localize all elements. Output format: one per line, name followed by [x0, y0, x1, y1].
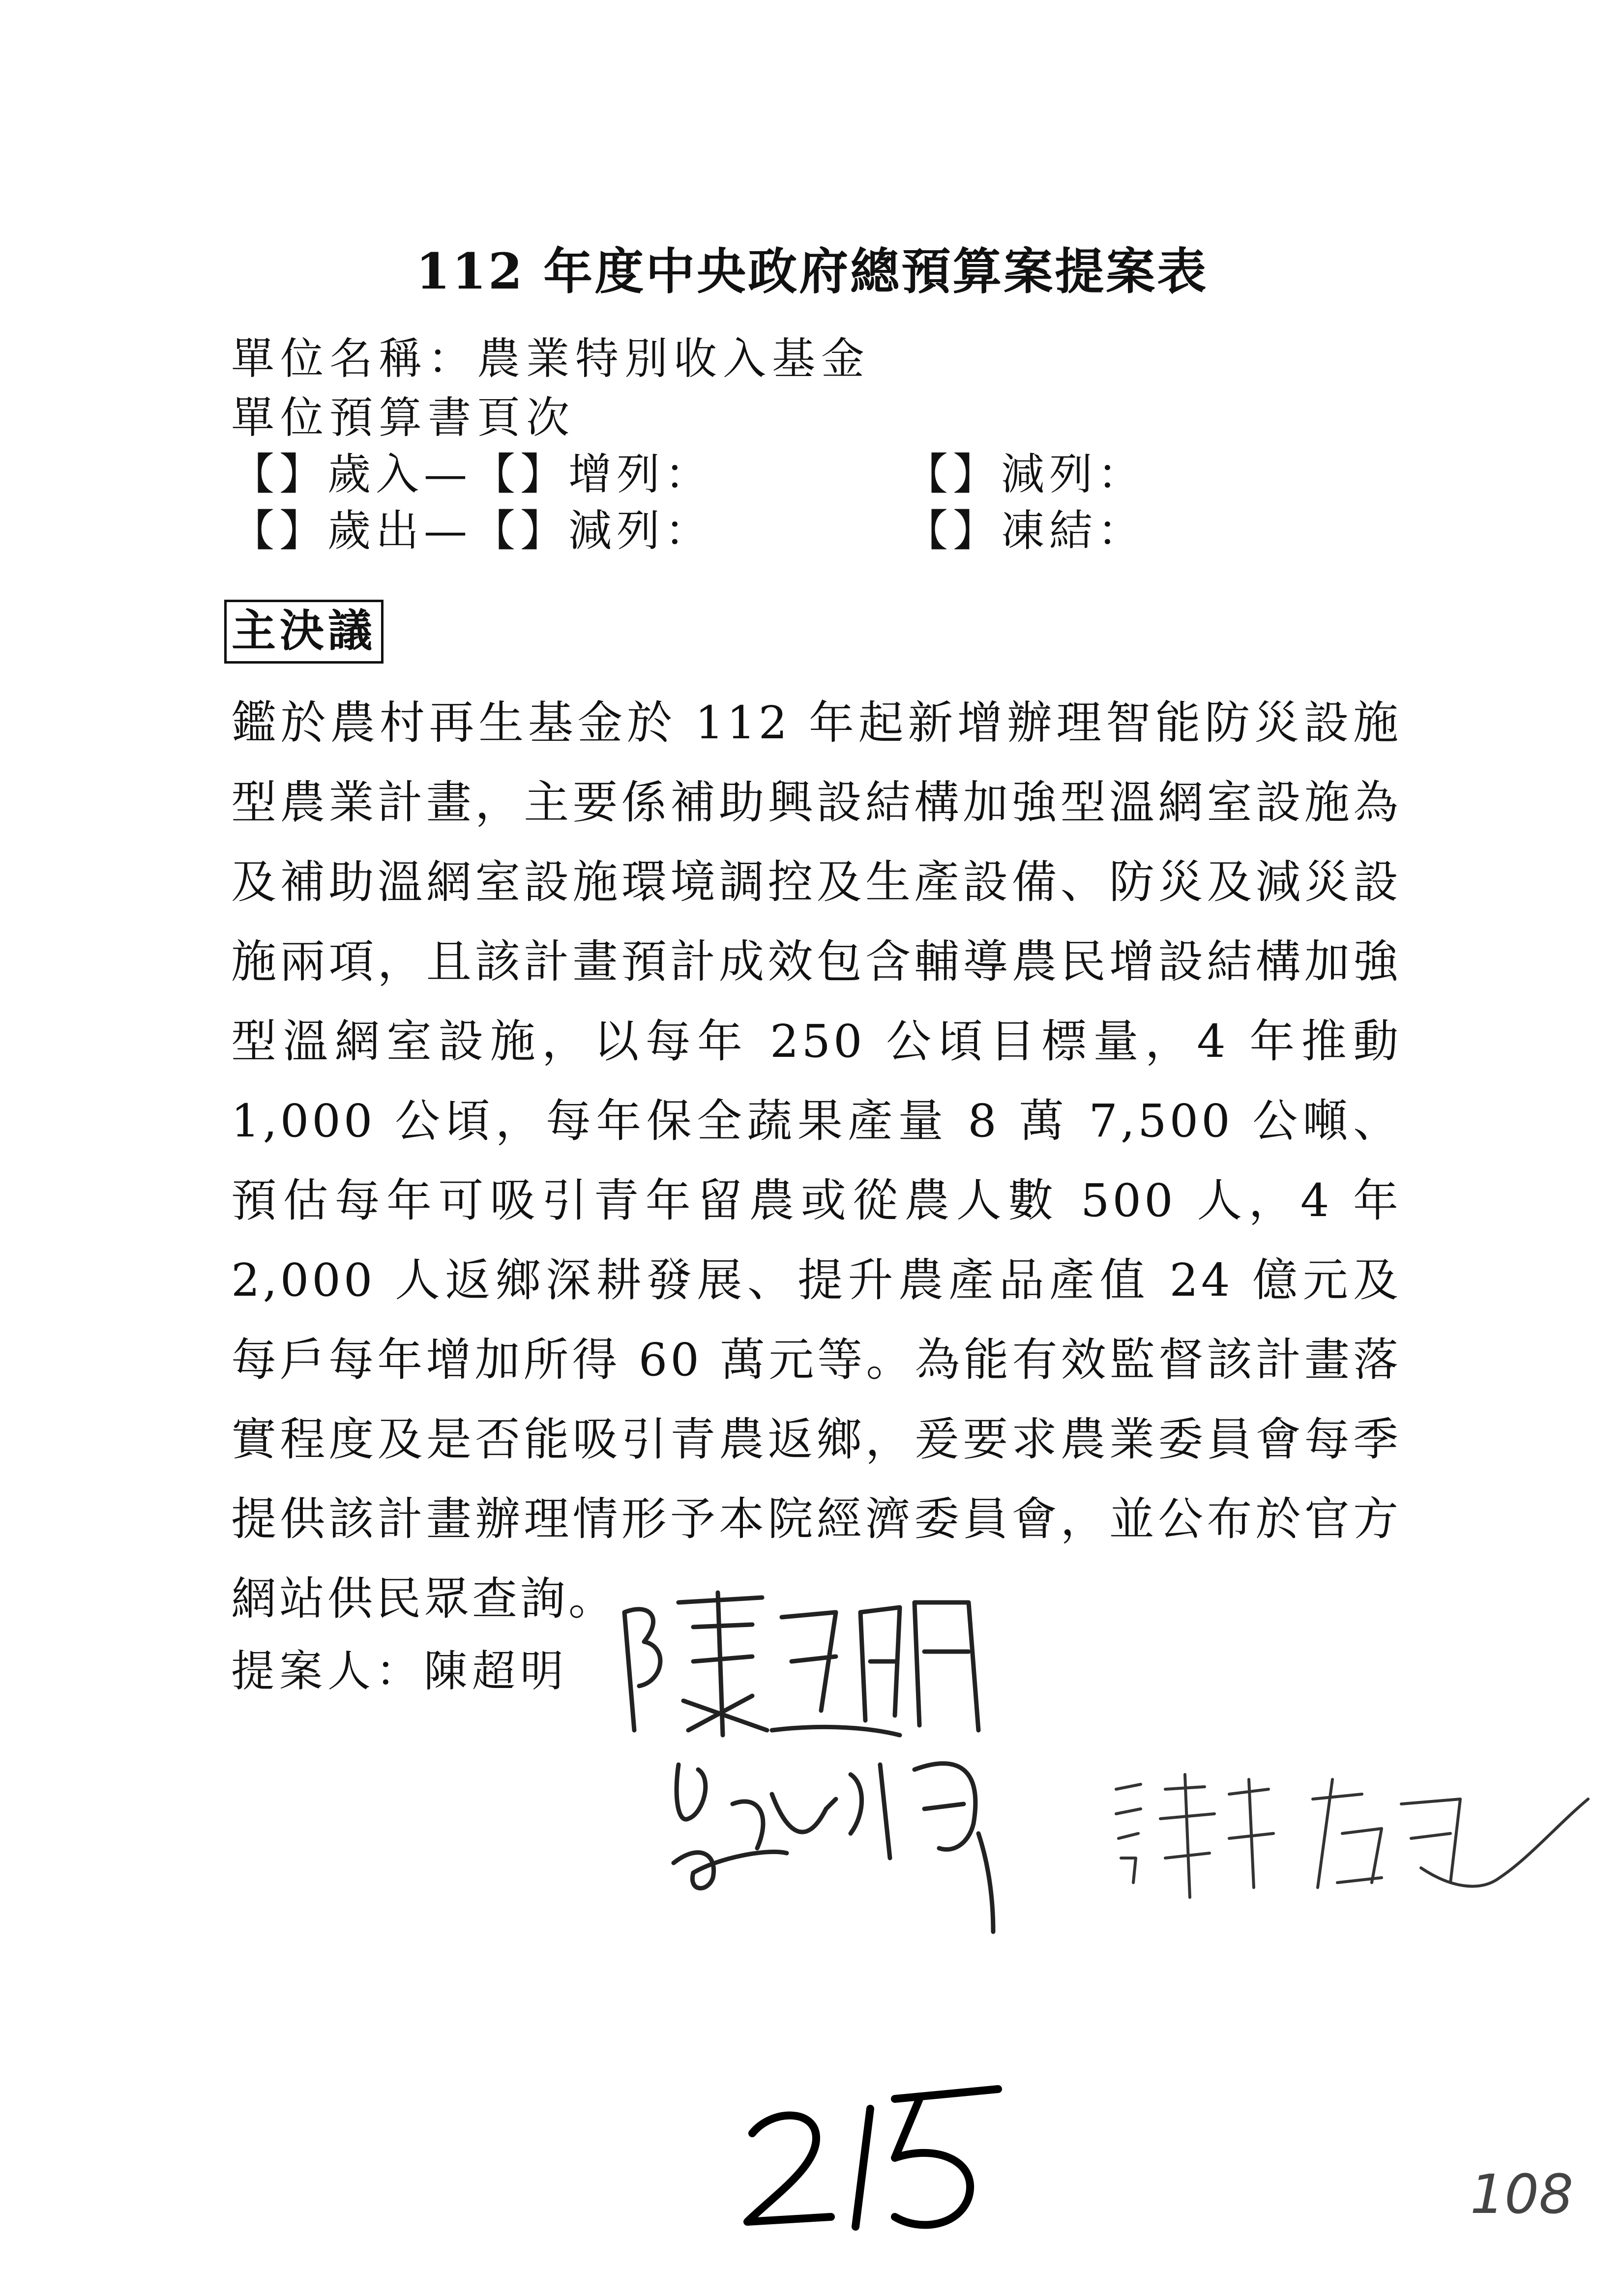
handwritten-number-215 — [733, 2079, 1008, 2241]
resolution-body: 鑑於農村再生基金於 112 年起新增辦理智能防災設施型農業計畫，主要係補助興設結構加強型溫網室設施為及補助溫網室設施環境調控及生產設備、防災及減災設施兩項，且該計畫預計成效包含輔導農民增設結構加強型溫網室設施，以每年 250 公頃目標量，4 年推動 1,000 公頃，每年保全蔬果產量 8 萬 7,500 公噸、預估每年可吸引青年留農或從農人數 500 人，4 年 2,000 人返鄉深耕發展、提升農產品產值 24 億元及每戶每年增加所得 60 萬元等。為能有效監督該計畫落實程度及是否能吸引青農返鄉，爰要求農業委員會每季提供該計畫辦理情形予本院經濟委員會，並公布於官方網站供民眾查詢。 — [231, 697, 1401, 1625]
unit-name-value: 農業特別收入基金 — [477, 333, 871, 384]
page-number: 108 — [1470, 2163, 1573, 2226]
proposer-label: 提案人： — [231, 1646, 424, 1696]
proposer-name: 陳超明 — [424, 1646, 569, 1696]
signature-2 — [659, 1735, 1033, 1942]
option-freeze: 【】凍結： — [905, 505, 1146, 556]
budget-page-label: 單位預算書頁次 — [231, 392, 576, 443]
signature-1 — [605, 1583, 1008, 1745]
document-title: 112 年度中央政府總預算案提案表 — [415, 242, 1209, 300]
option-revenue-increase: 【】歲入—【】增列： — [231, 449, 713, 499]
option-revenue-decrease: 【】減列： — [905, 449, 1146, 499]
proposer-line — [231, 1637, 568, 1699]
main-resolution-label: 主決議 — [224, 600, 384, 664]
option-expense-decrease: 【】歲出—【】減列： — [231, 505, 713, 556]
unit-name-label: 單位名稱： — [231, 333, 477, 384]
unit-name-line — [231, 324, 870, 386]
signature-3 — [1106, 1760, 1598, 1907]
